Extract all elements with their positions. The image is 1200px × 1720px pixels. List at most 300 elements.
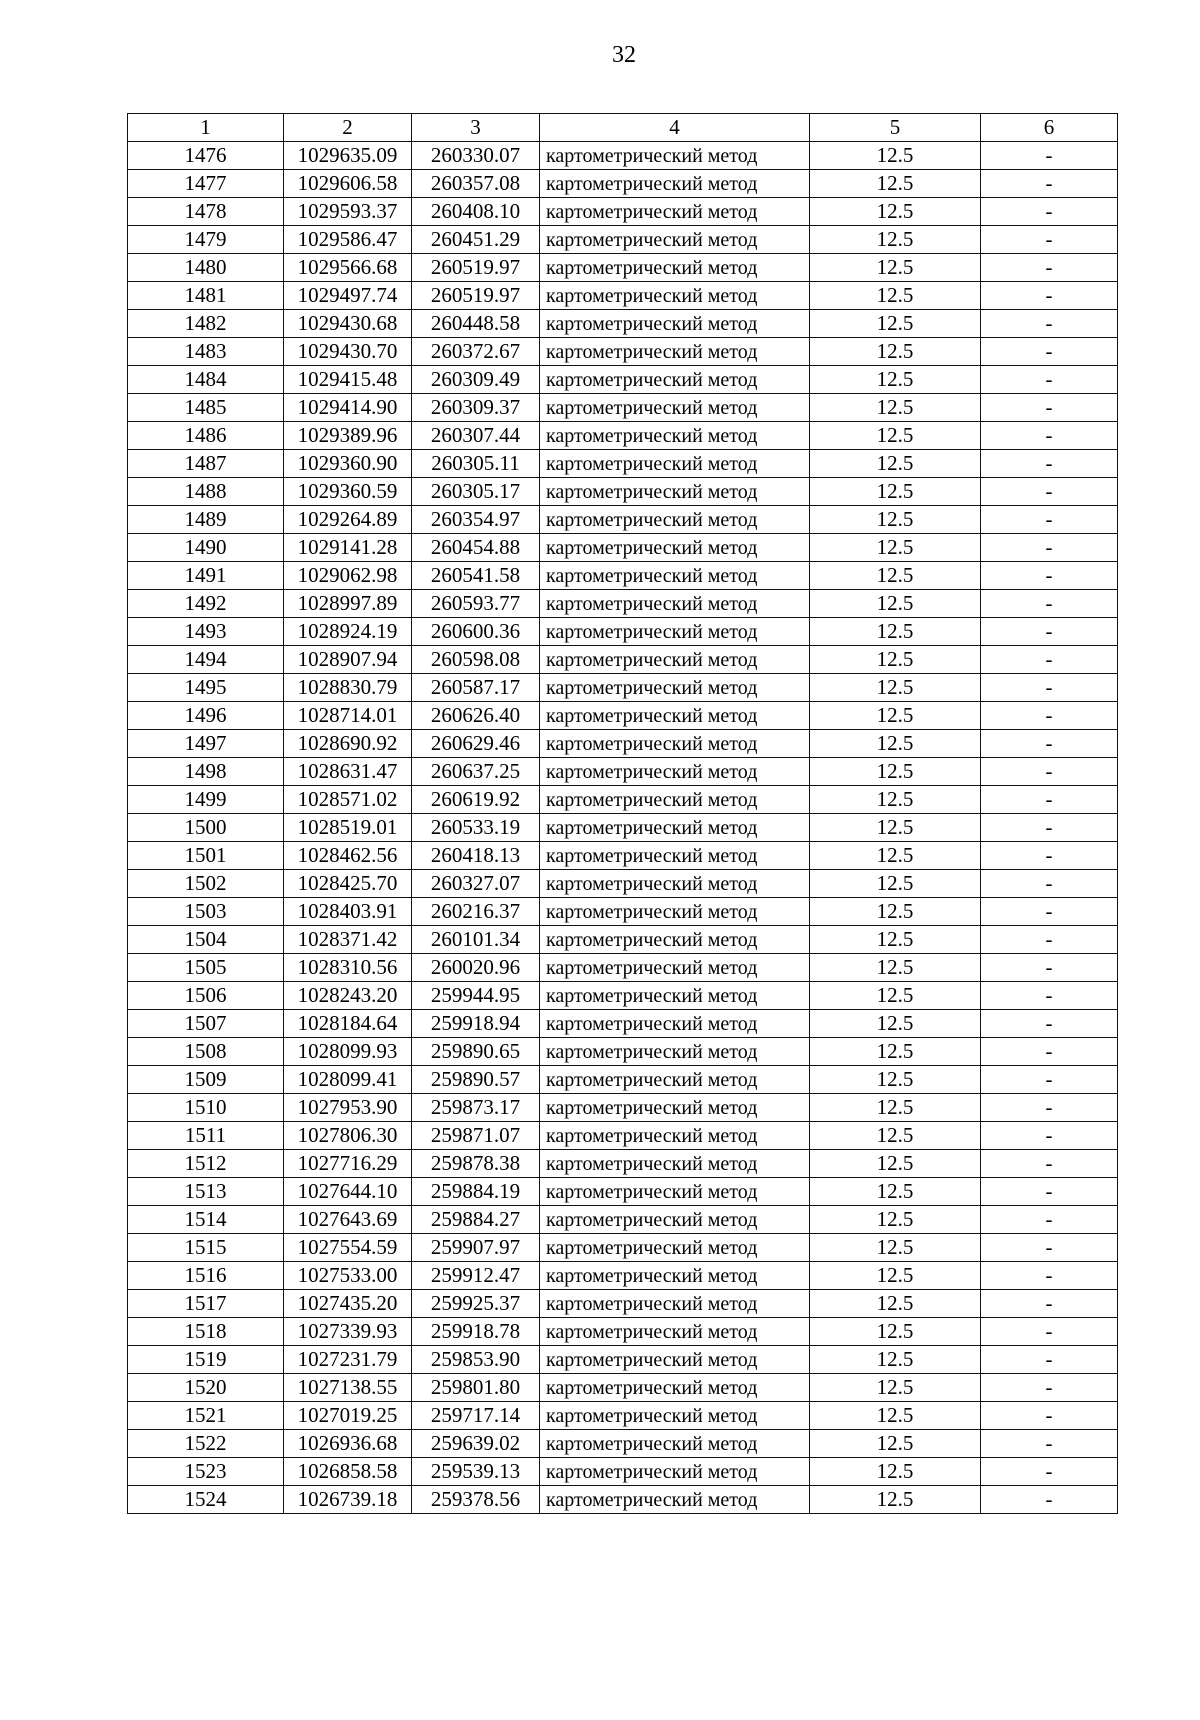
- description-cell: -: [981, 394, 1118, 422]
- description-cell: -: [981, 1486, 1118, 1514]
- point-number-cell: 1507: [128, 1010, 284, 1038]
- accuracy-cell: 12.5: [810, 1038, 981, 1066]
- description-cell: -: [981, 954, 1118, 982]
- point-number-cell: 1515: [128, 1234, 284, 1262]
- accuracy-cell: 12.5: [810, 1318, 981, 1346]
- description-cell: -: [981, 450, 1118, 478]
- point-number-cell: 1501: [128, 842, 284, 870]
- point-number-cell: 1487: [128, 450, 284, 478]
- accuracy-cell: 12.5: [810, 478, 981, 506]
- table-row: [128, 1290, 1118, 1318]
- table-row: [128, 478, 1118, 506]
- description-cell: -: [981, 814, 1118, 842]
- method-cell: картометрический метод: [540, 786, 810, 814]
- accuracy-cell: 12.5: [810, 954, 981, 982]
- accuracy-cell: 12.5: [810, 1346, 981, 1374]
- column-header-3: 3: [412, 114, 540, 142]
- description-cell: -: [981, 338, 1118, 366]
- y-coordinate-cell: 260600.36: [412, 618, 540, 646]
- y-coordinate-cell: 260418.13: [412, 842, 540, 870]
- accuracy-cell: 12.5: [810, 702, 981, 730]
- y-coordinate-cell: 259907.97: [412, 1234, 540, 1262]
- x-coordinate-cell: 1028099.93: [284, 1038, 412, 1066]
- table-row: [128, 674, 1118, 702]
- method-cell: картометрический метод: [540, 926, 810, 954]
- description-cell: -: [981, 226, 1118, 254]
- y-coordinate-cell: 260598.08: [412, 646, 540, 674]
- x-coordinate-cell: 1028830.79: [284, 674, 412, 702]
- table-row: [128, 394, 1118, 422]
- table-row: [128, 1122, 1118, 1150]
- method-cell: картометрический метод: [540, 254, 810, 282]
- accuracy-cell: 12.5: [810, 338, 981, 366]
- x-coordinate-cell: 1028462.56: [284, 842, 412, 870]
- x-coordinate-cell: 1027435.20: [284, 1290, 412, 1318]
- y-coordinate-cell: 260629.46: [412, 730, 540, 758]
- table-row: [128, 1262, 1118, 1290]
- method-cell: картометрический метод: [540, 1318, 810, 1346]
- x-coordinate-cell: 1027644.10: [284, 1178, 412, 1206]
- method-cell: картометрический метод: [540, 842, 810, 870]
- point-number-cell: 1503: [128, 898, 284, 926]
- method-cell: картометрический метод: [540, 758, 810, 786]
- x-coordinate-cell: 1028184.64: [284, 1010, 412, 1038]
- method-cell: картометрический метод: [540, 814, 810, 842]
- description-cell: -: [981, 618, 1118, 646]
- point-number-cell: 1511: [128, 1122, 284, 1150]
- table-row: [128, 842, 1118, 870]
- accuracy-cell: 12.5: [810, 422, 981, 450]
- y-coordinate-cell: 259918.78: [412, 1318, 540, 1346]
- accuracy-cell: 12.5: [810, 842, 981, 870]
- method-cell: картометрический метод: [540, 1262, 810, 1290]
- y-coordinate-cell: 260533.19: [412, 814, 540, 842]
- accuracy-cell: 12.5: [810, 1122, 981, 1150]
- point-number-cell: 1484: [128, 366, 284, 394]
- x-coordinate-cell: 1029635.09: [284, 142, 412, 170]
- description-cell: -: [981, 1122, 1118, 1150]
- method-cell: картометрический метод: [540, 1178, 810, 1206]
- point-number-cell: 1491: [128, 562, 284, 590]
- accuracy-cell: 12.5: [810, 450, 981, 478]
- point-number-cell: 1513: [128, 1178, 284, 1206]
- point-number-cell: 1483: [128, 338, 284, 366]
- description-cell: -: [981, 366, 1118, 394]
- accuracy-cell: 12.5: [810, 1290, 981, 1318]
- table-row: [128, 730, 1118, 758]
- description-cell: -: [981, 1290, 1118, 1318]
- description-cell: -: [981, 842, 1118, 870]
- method-cell: картометрический метод: [540, 954, 810, 982]
- x-coordinate-cell: 1028571.02: [284, 786, 412, 814]
- method-cell: картометрический метод: [540, 702, 810, 730]
- method-cell: картометрический метод: [540, 450, 810, 478]
- x-coordinate-cell: 1029430.70: [284, 338, 412, 366]
- x-coordinate-cell: 1029606.58: [284, 170, 412, 198]
- accuracy-cell: 12.5: [810, 814, 981, 842]
- method-cell: картометрический метод: [540, 1094, 810, 1122]
- accuracy-cell: 12.5: [810, 618, 981, 646]
- point-number-cell: 1509: [128, 1066, 284, 1094]
- accuracy-cell: 12.5: [810, 674, 981, 702]
- x-coordinate-cell: 1029430.68: [284, 310, 412, 338]
- method-cell: картометрический метод: [540, 170, 810, 198]
- method-cell: картометрический метод: [540, 1150, 810, 1178]
- table-body: [128, 142, 1118, 1514]
- description-cell: -: [981, 1150, 1118, 1178]
- table-row: [128, 786, 1118, 814]
- y-coordinate-cell: 259944.95: [412, 982, 540, 1010]
- y-coordinate-cell: 260408.10: [412, 198, 540, 226]
- y-coordinate-cell: 259878.38: [412, 1150, 540, 1178]
- x-coordinate-cell: 1029497.74: [284, 282, 412, 310]
- point-number-cell: 1517: [128, 1290, 284, 1318]
- description-cell: -: [981, 478, 1118, 506]
- method-cell: картометрический метод: [540, 982, 810, 1010]
- description-cell: -: [981, 282, 1118, 310]
- description-cell: -: [981, 1402, 1118, 1430]
- y-coordinate-cell: 260519.97: [412, 254, 540, 282]
- table-row: [128, 954, 1118, 982]
- point-number-cell: 1495: [128, 674, 284, 702]
- table-row: [128, 814, 1118, 842]
- point-number-cell: 1504: [128, 926, 284, 954]
- y-coordinate-cell: 260020.96: [412, 954, 540, 982]
- method-cell: картометрический метод: [540, 394, 810, 422]
- method-cell: картометрический метод: [540, 1346, 810, 1374]
- x-coordinate-cell: 1027138.55: [284, 1374, 412, 1402]
- description-cell: -: [981, 1262, 1118, 1290]
- x-coordinate-cell: 1029360.90: [284, 450, 412, 478]
- x-coordinate-cell: 1029389.96: [284, 422, 412, 450]
- table-row: [128, 338, 1118, 366]
- method-cell: картометрический метод: [540, 310, 810, 338]
- description-cell: -: [981, 1066, 1118, 1094]
- method-cell: картометрический метод: [540, 1010, 810, 1038]
- description-cell: -: [981, 422, 1118, 450]
- point-number-cell: 1477: [128, 170, 284, 198]
- x-coordinate-cell: 1029264.89: [284, 506, 412, 534]
- description-cell: -: [981, 310, 1118, 338]
- accuracy-cell: 12.5: [810, 1178, 981, 1206]
- table-row: [128, 758, 1118, 786]
- point-number-cell: 1508: [128, 1038, 284, 1066]
- y-coordinate-cell: 259717.14: [412, 1402, 540, 1430]
- accuracy-cell: 12.5: [810, 142, 981, 170]
- description-cell: -: [981, 730, 1118, 758]
- method-cell: картометрический метод: [540, 1122, 810, 1150]
- x-coordinate-cell: 1028519.01: [284, 814, 412, 842]
- y-coordinate-cell: 260216.37: [412, 898, 540, 926]
- description-cell: -: [981, 562, 1118, 590]
- table-row: [128, 646, 1118, 674]
- method-cell: картометрический метод: [540, 1486, 810, 1514]
- coordinates-table: [127, 113, 1118, 1514]
- accuracy-cell: 12.5: [810, 982, 981, 1010]
- y-coordinate-cell: 259918.94: [412, 1010, 540, 1038]
- accuracy-cell: 12.5: [810, 170, 981, 198]
- table-row: [128, 1458, 1118, 1486]
- description-cell: -: [981, 898, 1118, 926]
- point-number-cell: 1506: [128, 982, 284, 1010]
- x-coordinate-cell: 1029586.47: [284, 226, 412, 254]
- description-cell: -: [981, 702, 1118, 730]
- y-coordinate-cell: 260305.11: [412, 450, 540, 478]
- method-cell: картометрический метод: [540, 898, 810, 926]
- table-row: [128, 926, 1118, 954]
- method-cell: картометрический метод: [540, 1402, 810, 1430]
- point-number-cell: 1492: [128, 590, 284, 618]
- point-number-cell: 1490: [128, 534, 284, 562]
- description-cell: -: [981, 1430, 1118, 1458]
- y-coordinate-cell: 260309.37: [412, 394, 540, 422]
- x-coordinate-cell: 1028243.20: [284, 982, 412, 1010]
- y-coordinate-cell: 259890.65: [412, 1038, 540, 1066]
- point-number-cell: 1498: [128, 758, 284, 786]
- table-row: [128, 170, 1118, 198]
- x-coordinate-cell: 1027231.79: [284, 1346, 412, 1374]
- y-coordinate-cell: 260309.49: [412, 366, 540, 394]
- method-cell: картометрический метод: [540, 618, 810, 646]
- description-cell: -: [981, 646, 1118, 674]
- table-row: [128, 422, 1118, 450]
- description-cell: -: [981, 170, 1118, 198]
- point-number-cell: 1496: [128, 702, 284, 730]
- y-coordinate-cell: 259871.07: [412, 1122, 540, 1150]
- method-cell: картометрический метод: [540, 590, 810, 618]
- table-row: [128, 142, 1118, 170]
- x-coordinate-cell: 1028631.47: [284, 758, 412, 786]
- y-coordinate-cell: 260451.29: [412, 226, 540, 254]
- y-coordinate-cell: 260305.17: [412, 478, 540, 506]
- x-coordinate-cell: 1028924.19: [284, 618, 412, 646]
- point-number-cell: 1476: [128, 142, 284, 170]
- method-cell: картометрический метод: [540, 366, 810, 394]
- description-cell: -: [981, 590, 1118, 618]
- accuracy-cell: 12.5: [810, 1150, 981, 1178]
- y-coordinate-cell: 259925.37: [412, 1290, 540, 1318]
- point-number-cell: 1493: [128, 618, 284, 646]
- table-header-row: [128, 114, 1118, 142]
- y-coordinate-cell: 260101.34: [412, 926, 540, 954]
- y-coordinate-cell: 259639.02: [412, 1430, 540, 1458]
- y-coordinate-cell: 259890.57: [412, 1066, 540, 1094]
- x-coordinate-cell: 1027019.25: [284, 1402, 412, 1430]
- x-coordinate-cell: 1027643.69: [284, 1206, 412, 1234]
- description-cell: -: [981, 1010, 1118, 1038]
- x-coordinate-cell: 1027533.00: [284, 1262, 412, 1290]
- table-row: [128, 1178, 1118, 1206]
- method-cell: картометрический метод: [540, 534, 810, 562]
- method-cell: картометрический метод: [540, 1290, 810, 1318]
- accuracy-cell: 12.5: [810, 1066, 981, 1094]
- description-cell: -: [981, 758, 1118, 786]
- point-number-cell: 1516: [128, 1262, 284, 1290]
- point-number-cell: 1521: [128, 1402, 284, 1430]
- method-cell: картометрический метод: [540, 1374, 810, 1402]
- accuracy-cell: 12.5: [810, 562, 981, 590]
- method-cell: картометрический метод: [540, 226, 810, 254]
- method-cell: картометрический метод: [540, 1066, 810, 1094]
- method-cell: картометрический метод: [540, 422, 810, 450]
- table-row: [128, 618, 1118, 646]
- y-coordinate-cell: 259884.27: [412, 1206, 540, 1234]
- accuracy-cell: 12.5: [810, 758, 981, 786]
- accuracy-cell: 12.5: [810, 1262, 981, 1290]
- accuracy-cell: 12.5: [810, 786, 981, 814]
- table-row: [128, 366, 1118, 394]
- description-cell: -: [981, 506, 1118, 534]
- point-number-cell: 1505: [128, 954, 284, 982]
- y-coordinate-cell: 259539.13: [412, 1458, 540, 1486]
- method-cell: картометрический метод: [540, 1458, 810, 1486]
- method-cell: картометрический метод: [540, 1234, 810, 1262]
- y-coordinate-cell: 260626.40: [412, 702, 540, 730]
- point-number-cell: 1524: [128, 1486, 284, 1514]
- x-coordinate-cell: 1028425.70: [284, 870, 412, 898]
- x-coordinate-cell: 1028310.56: [284, 954, 412, 982]
- x-coordinate-cell: 1028403.91: [284, 898, 412, 926]
- description-cell: -: [981, 198, 1118, 226]
- x-coordinate-cell: 1027953.90: [284, 1094, 412, 1122]
- accuracy-cell: 12.5: [810, 1458, 981, 1486]
- x-coordinate-cell: 1029593.37: [284, 198, 412, 226]
- method-cell: картометрический метод: [540, 562, 810, 590]
- accuracy-cell: 12.5: [810, 1486, 981, 1514]
- column-header-6: 6: [981, 114, 1118, 142]
- table-row: [128, 282, 1118, 310]
- column-header-1: 1: [128, 114, 284, 142]
- accuracy-cell: 12.5: [810, 898, 981, 926]
- x-coordinate-cell: 1027554.59: [284, 1234, 412, 1262]
- point-number-cell: 1494: [128, 646, 284, 674]
- accuracy-cell: 12.5: [810, 730, 981, 758]
- method-cell: картометрический метод: [540, 730, 810, 758]
- page-number: 32: [612, 42, 636, 68]
- x-coordinate-cell: 1028997.89: [284, 590, 412, 618]
- accuracy-cell: 12.5: [810, 366, 981, 394]
- accuracy-cell: 12.5: [810, 1234, 981, 1262]
- y-coordinate-cell: 260619.92: [412, 786, 540, 814]
- method-cell: картометрический метод: [540, 1430, 810, 1458]
- method-cell: картометрический метод: [540, 506, 810, 534]
- point-number-cell: 1510: [128, 1094, 284, 1122]
- accuracy-cell: 12.5: [810, 534, 981, 562]
- x-coordinate-cell: 1027339.93: [284, 1318, 412, 1346]
- accuracy-cell: 12.5: [810, 1430, 981, 1458]
- accuracy-cell: 12.5: [810, 646, 981, 674]
- x-coordinate-cell: 1026936.68: [284, 1430, 412, 1458]
- accuracy-cell: 12.5: [810, 226, 981, 254]
- y-coordinate-cell: 260454.88: [412, 534, 540, 562]
- description-cell: -: [981, 1234, 1118, 1262]
- table-row: [128, 562, 1118, 590]
- point-number-cell: 1478: [128, 198, 284, 226]
- y-coordinate-cell: 260637.25: [412, 758, 540, 786]
- table-row: [128, 534, 1118, 562]
- y-coordinate-cell: 260307.44: [412, 422, 540, 450]
- accuracy-cell: 12.5: [810, 870, 981, 898]
- method-cell: картометрический метод: [540, 646, 810, 674]
- x-coordinate-cell: 1029141.28: [284, 534, 412, 562]
- point-number-cell: 1480: [128, 254, 284, 282]
- accuracy-cell: 12.5: [810, 254, 981, 282]
- point-number-cell: 1520: [128, 1374, 284, 1402]
- accuracy-cell: 12.5: [810, 1010, 981, 1038]
- point-number-cell: 1500: [128, 814, 284, 842]
- y-coordinate-cell: 260357.08: [412, 170, 540, 198]
- table-row: [128, 1038, 1118, 1066]
- y-coordinate-cell: 259912.47: [412, 1262, 540, 1290]
- x-coordinate-cell: 1029062.98: [284, 562, 412, 590]
- method-cell: картометрический метод: [540, 198, 810, 226]
- point-number-cell: 1479: [128, 226, 284, 254]
- point-number-cell: 1485: [128, 394, 284, 422]
- x-coordinate-cell: 1029360.59: [284, 478, 412, 506]
- table-row: [128, 1486, 1118, 1514]
- table-row: [128, 198, 1118, 226]
- table-row: [128, 1430, 1118, 1458]
- y-coordinate-cell: 259378.56: [412, 1486, 540, 1514]
- y-coordinate-cell: 260448.58: [412, 310, 540, 338]
- description-cell: -: [981, 786, 1118, 814]
- y-coordinate-cell: 259884.19: [412, 1178, 540, 1206]
- method-cell: картометрический метод: [540, 1038, 810, 1066]
- point-number-cell: 1489: [128, 506, 284, 534]
- table-row: [128, 1234, 1118, 1262]
- table-row: [128, 898, 1118, 926]
- point-number-cell: 1522: [128, 1430, 284, 1458]
- table-row: [128, 870, 1118, 898]
- point-number-cell: 1523: [128, 1458, 284, 1486]
- x-coordinate-cell: 1028907.94: [284, 646, 412, 674]
- y-coordinate-cell: 259801.80: [412, 1374, 540, 1402]
- method-cell: картометрический метод: [540, 142, 810, 170]
- description-cell: -: [981, 1374, 1118, 1402]
- table-row: [128, 1374, 1118, 1402]
- accuracy-cell: 12.5: [810, 198, 981, 226]
- description-cell: -: [981, 1458, 1118, 1486]
- point-number-cell: 1519: [128, 1346, 284, 1374]
- method-cell: картометрический метод: [540, 338, 810, 366]
- y-coordinate-cell: 260330.07: [412, 142, 540, 170]
- description-cell: -: [981, 142, 1118, 170]
- x-coordinate-cell: 1027806.30: [284, 1122, 412, 1150]
- description-cell: -: [981, 982, 1118, 1010]
- x-coordinate-cell: 1029566.68: [284, 254, 412, 282]
- accuracy-cell: 12.5: [810, 590, 981, 618]
- point-number-cell: 1518: [128, 1318, 284, 1346]
- description-cell: -: [981, 1206, 1118, 1234]
- table-row: [128, 1346, 1118, 1374]
- table-row: [128, 226, 1118, 254]
- description-cell: -: [981, 534, 1118, 562]
- column-header-5: 5: [810, 114, 981, 142]
- y-coordinate-cell: 260541.58: [412, 562, 540, 590]
- point-number-cell: 1482: [128, 310, 284, 338]
- y-coordinate-cell: 260587.17: [412, 674, 540, 702]
- table-row: [128, 1318, 1118, 1346]
- table-row: [128, 590, 1118, 618]
- description-cell: -: [981, 1038, 1118, 1066]
- x-coordinate-cell: 1026739.18: [284, 1486, 412, 1514]
- accuracy-cell: 12.5: [810, 1206, 981, 1234]
- point-number-cell: 1499: [128, 786, 284, 814]
- x-coordinate-cell: 1028099.41: [284, 1066, 412, 1094]
- accuracy-cell: 12.5: [810, 1094, 981, 1122]
- x-coordinate-cell: 1028371.42: [284, 926, 412, 954]
- point-number-cell: 1481: [128, 282, 284, 310]
